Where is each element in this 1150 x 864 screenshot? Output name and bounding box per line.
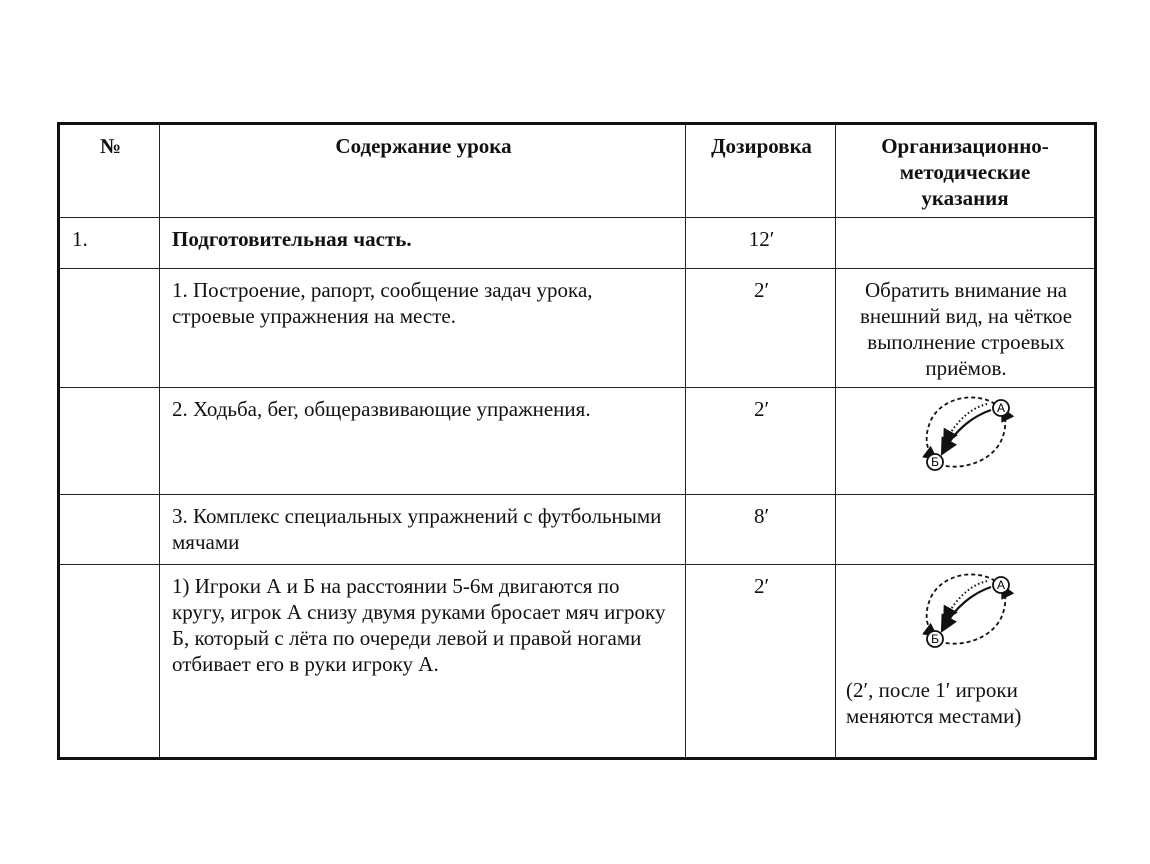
header-num: № <box>59 124 160 218</box>
players-circle-diagram-icon <box>915 390 1015 480</box>
header-content: Содержание урока <box>160 124 686 218</box>
swap-note: (2′, после 1′ игроки меняются местами) <box>846 678 1022 728</box>
table-row <box>59 269 1096 388</box>
player-b-label: Б <box>931 455 939 469</box>
row-content: 1) Игроки А и Б на расстоянии 5-6м двигаются по кругу, игрок А снизу двумя руками бросает мяч игроку Б, который с лёта по очереди левой и правой ногами отбивает его в руки игроку А. <box>160 565 686 759</box>
row-num <box>59 495 160 565</box>
row-notes: Обратить внимание на внешний вид, на чёткое выполнение строевых приёмов. <box>836 269 1096 388</box>
table-row <box>59 218 1096 269</box>
row-dosage: 2′ <box>686 269 836 388</box>
row-content: Подготовительная часть. <box>160 218 686 269</box>
row-dosage: 12′ <box>686 218 836 269</box>
table-row <box>59 388 1096 495</box>
row-num <box>59 565 160 759</box>
row-num <box>59 388 160 495</box>
player-b-label: Б <box>931 632 939 646</box>
row-content: 3. Комплекс специальных упражнений с футбольными мячами <box>160 495 686 565</box>
player-a-label: А <box>996 401 1006 415</box>
row-num: 1. <box>59 218 160 269</box>
row-notes <box>836 388 1096 495</box>
table-row <box>59 495 1096 565</box>
table-header-row <box>59 124 1096 218</box>
table-row <box>59 565 1096 759</box>
row-content: 2. Ходьба, бег, общеразвивающие упражнения. <box>160 388 686 495</box>
row-notes <box>836 565 1096 759</box>
lesson-plan-table <box>57 122 1097 760</box>
row-dosage: 2′ <box>686 388 836 495</box>
player-a-label: А <box>996 578 1006 592</box>
row-num <box>59 269 160 388</box>
row-dosage: 8′ <box>686 495 836 565</box>
row-notes <box>836 218 1096 269</box>
row-content: 1. Построение, рапорт, сообщение задач урока, строевые упражнения на месте. <box>160 269 686 388</box>
header-notes: Организационно-методические указания <box>836 124 1096 218</box>
players-circle-diagram-icon <box>915 567 1015 657</box>
row-dosage: 2′ <box>686 565 836 759</box>
row-notes <box>836 495 1096 565</box>
header-dosage: Дозировка <box>686 124 836 218</box>
